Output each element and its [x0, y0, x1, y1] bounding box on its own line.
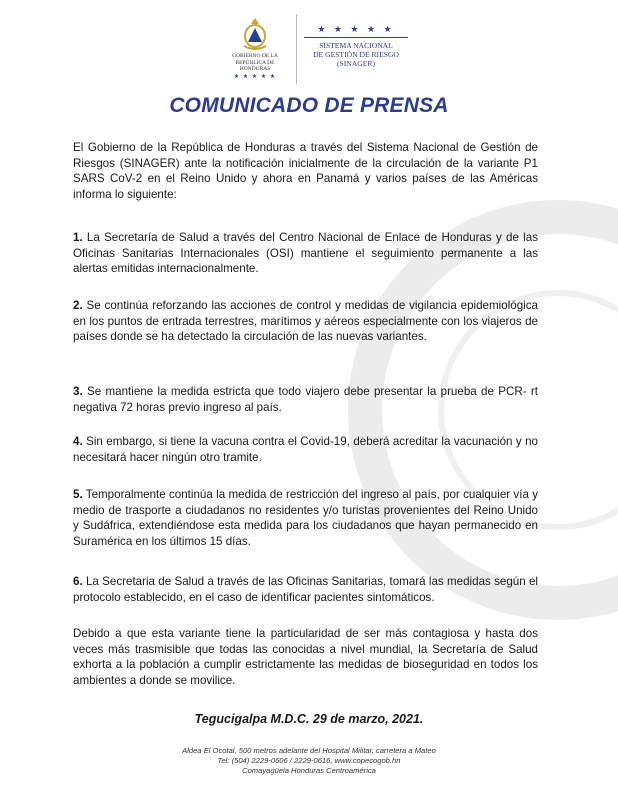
point-2 [73, 298, 538, 345]
coat-of-arms-icon [240, 16, 270, 52]
sinager-name-line-1: SISTEMA NACIONAL [319, 41, 393, 50]
point-number: 4. [73, 435, 83, 448]
footer [0, 746, 618, 776]
page-title: COMUNICADO DE PRENSA [169, 94, 449, 117]
government-name-line-1: GOBIERNO DE LA [232, 53, 278, 59]
point-3 [73, 384, 538, 415]
government-name-line-2: REPÚBLICA DE HONDURAS [235, 60, 275, 72]
sinager-logo [304, 24, 408, 68]
point-5 [73, 487, 538, 549]
point-1 [73, 230, 538, 277]
footer-contact: Tel: (504) 2229-0606 / 2229-0616, www.copecogob.hn [217, 756, 401, 765]
point-6 [73, 574, 538, 605]
conclusion-paragraph: Debido a que esta variante tiene la particularidad de ser más contagiosa y hasta dos veces más trasmisible que todas las conocidas a nivel mundial, la Secretaría de Salud exhorta a la población a cumplir estrictamente las medidas de bioseguridad en todos los ambientes a donde se movilice. [73, 627, 538, 687]
sinager-rule [304, 37, 408, 38]
footer-address: Aldea El Ocotal, 500 metros adelante del Hospital Militar, carretera a Mateo [182, 746, 436, 755]
sinager-name-line-3: (SINAGER) [337, 59, 375, 68]
point-text: Sin embargo, si tiene la vacuna contra el Covid-19, deberá acreditar la vacunación y no necesitará hacer ningún otro tramite. [73, 435, 538, 464]
place-date: Tegucigalpa M.D.C. 29 de marzo, 2021. [194, 712, 424, 726]
intro-paragraph: El Gobierno de la República de Honduras a través del Sistema Nacional de Gestión de Riesgos (SINAGER) ante la notificación inicialmente de la circulación de la variante P1 SARS CoV-2 en el Reino Unido y ahora en Panamá y varios países de las Américas informa lo siguiente: [73, 141, 538, 201]
point-number: 5. [73, 488, 83, 501]
point-4 [73, 434, 538, 465]
footer-location: Comayagüela Honduras Centroamérica [242, 766, 376, 775]
point-number: 3. [73, 385, 83, 398]
point-text: Temporalmente continúa la medida de restricción del ingreso al país, por cualquier vía y medio de trasporte a ciudadanos no residentes y/o turistas provenientes del Reino Unido y Sudáfrica, extendiéndose esta medida para los ciudadanos que hayan permanecido en Suramérica en los últimos 15 días. [73, 488, 539, 548]
government-stars: ★ ★ ★ ★ ★ [233, 74, 277, 80]
point-text: La Secretaría de Salud a través del Centro Nacional de Enlace de Honduras y de las Oficinas Sanitarias Internacionales (OSI) mantiene el seguimiento permanente a las alertas emitidas internacionalmente. [73, 231, 538, 275]
header-divider [296, 14, 297, 84]
point-number: 1. [73, 231, 83, 244]
point-number: 2. [73, 299, 83, 312]
sinager-stars: ★ ★ ★ ★ ★ [317, 24, 395, 34]
government-logo [222, 16, 288, 80]
point-number: 6. [73, 575, 83, 588]
point-text: Se mantiene la medida estricta que todo viajero debe presentar la prueba de PCR- rt negativa 72 horas previo ingreso al país. [73, 385, 538, 414]
sinager-name-line-2: DE GESTIÓN DE RIESGO [313, 50, 399, 59]
letterhead [0, 14, 618, 86]
point-text: La Secretaria de Salud a través de las Oficinas Sanitarias, tomará las medidas según el protocolo establecido, en el caso de identificar pacientes sintomáticos. [73, 575, 538, 604]
point-text: Se continúa reforzando las acciones de control y medidas de vigilancia epidemiológica en los puntos de entrada terrestres, marítimos y aéreos especialmente con los viajeros de países donde se ha detectado la circulación de las nuevas variantes. [73, 299, 538, 343]
